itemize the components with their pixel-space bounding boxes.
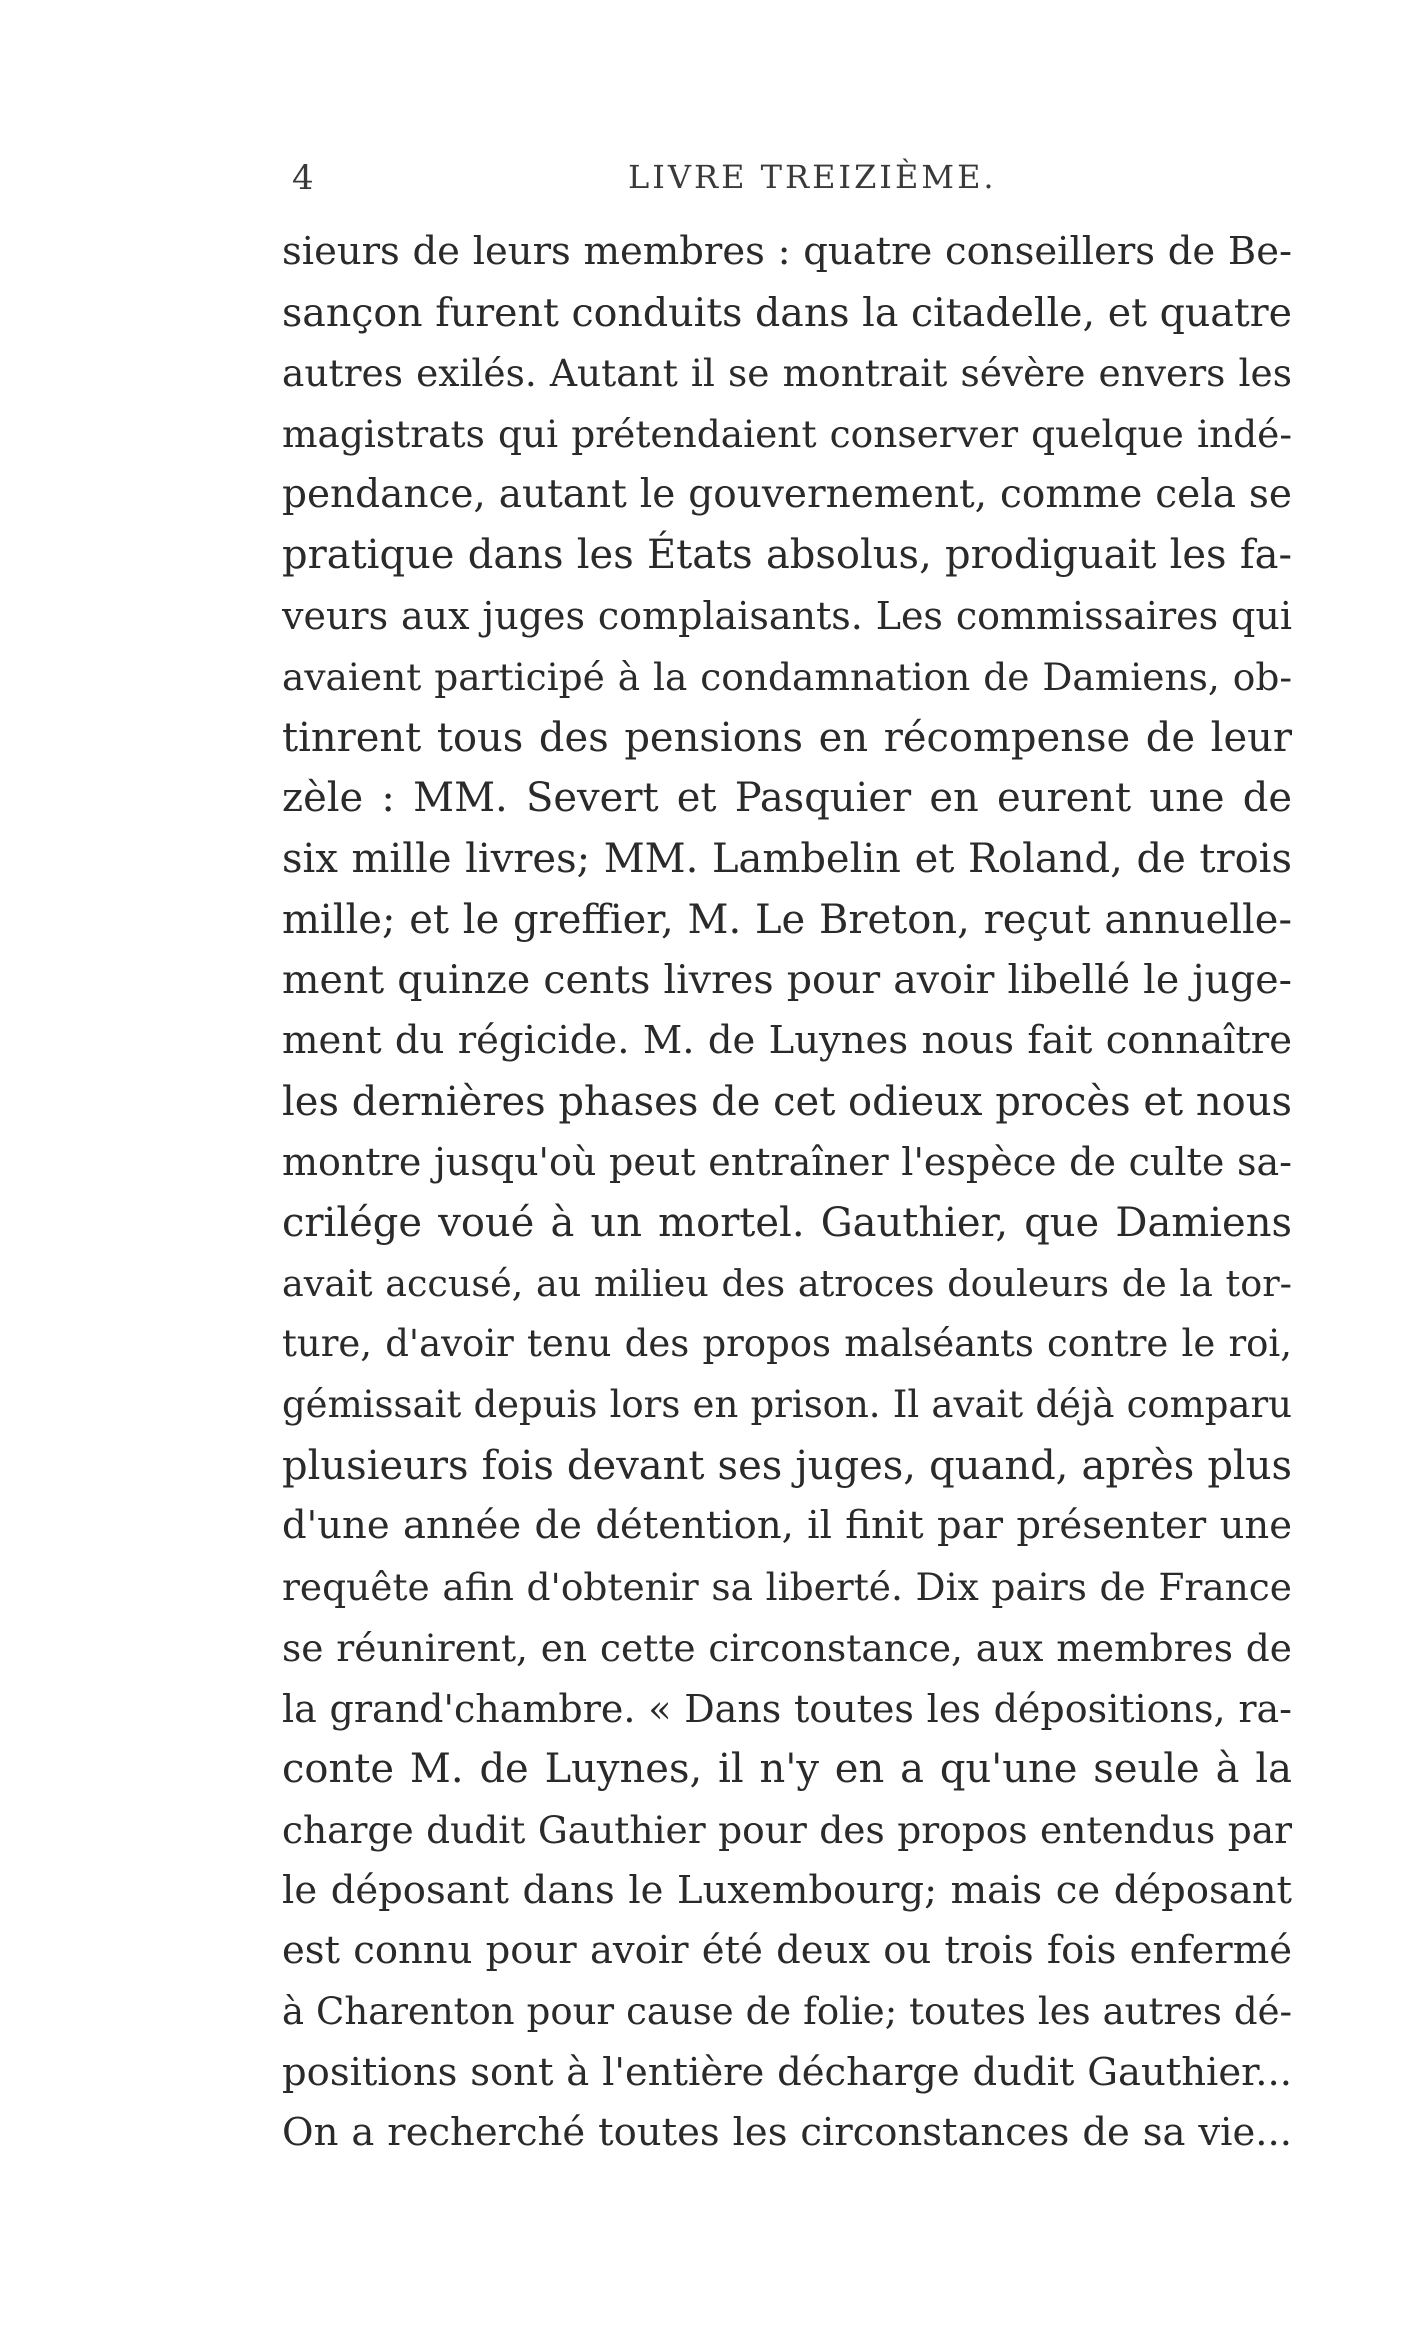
- text-line: à Charenton pour cause de folie; toutes les autres dé-: [282, 1989, 1292, 2033]
- text-line: zèle : MM. Severt et Pasquier en eurent une de: [282, 775, 1292, 822]
- text-line: sieurs de leurs membres : quatre conseillers de Be-: [282, 229, 1292, 274]
- text-line: sançon furent conduits dans la citadelle, et quatre: [282, 289, 1292, 336]
- text-line: la grand'chambre. « Dans toutes les dépositions, ra-: [282, 1686, 1292, 1731]
- text-line: positions sont à l'entière décharge dudit Gauthier...: [282, 2049, 1292, 2095]
- text-line: montre jusqu'où peut entraîner l'espèce de culte sa-: [282, 1140, 1292, 1185]
- text-line: mille; et le greffier, M. Le Breton, reçut annuelle-: [282, 896, 1292, 943]
- text-line: veurs aux juges complaisants. Les commissaires qui: [282, 594, 1292, 639]
- text-line: plusieurs fois devant ses juges, quand, après plus: [282, 1442, 1292, 1489]
- text-line: On a recherché toutes les circonstances de sa vie...: [282, 2110, 1292, 2156]
- text-line: avait accusé, au milieu des atroces douleurs de la tor-: [282, 1261, 1292, 1305]
- text-line: charge dudit Gauthier pour des propos entendus par: [282, 1807, 1292, 1852]
- text-line: autres exilés. Autant il se montrait sévère envers les: [282, 351, 1292, 396]
- body-text: [282, 222, 1292, 2164]
- text-line: le déposant dans le Luxembourg; mais ce déposant: [282, 1867, 1292, 1913]
- page-number: 4: [292, 158, 315, 198]
- text-line: les dernières phases de cet odieux procès et nous: [282, 1078, 1292, 1125]
- text-line: crilége voué à un mortel. Gauthier, que Damiens: [282, 1200, 1292, 1246]
- text-line: magistrats qui prétendaient conserver quelque indé-: [282, 412, 1292, 457]
- text-line: pendance, autant le gouvernement, comme cela se: [282, 471, 1292, 517]
- text-line: six mille livres; MM. Lambelin et Roland, de trois: [282, 835, 1292, 882]
- text-line: tinrent tous des pensions en récompense de leur: [282, 714, 1292, 761]
- text-line: d'une année de détention, il finit par présenter une: [282, 1503, 1292, 1549]
- text-line: est connu pour avoir été deux ou trois fois enfermé: [282, 1928, 1292, 1974]
- text-line: gémissait depuis lors en prison. Il avait déjà comparu: [282, 1383, 1292, 1427]
- text-line: pratique dans les États absolus, prodiguait les fa-: [282, 532, 1292, 579]
- text-line: ment du régicide. M. de Luynes nous fait connaître: [282, 1017, 1292, 1063]
- text-line: ment quinze cents livres pour avoir libellé le juge-: [282, 957, 1292, 1004]
- running-title: LIVRE TREIZIÈME.: [628, 158, 997, 196]
- text-line: conte M. de Luynes, il n'y en a qu'une seule à la: [282, 1746, 1292, 1793]
- text-line: avaient participé à la condamnation de Damiens, ob-: [282, 654, 1292, 699]
- text-line: ture, d'avoir tenu des propos malséants contre le roi,: [282, 1322, 1292, 1366]
- text-line: se réunirent, en cette circonstance, aux membres de: [282, 1625, 1292, 1670]
- running-head: [290, 158, 1290, 198]
- text-line: requête afin d'obtenir sa liberté. Dix pairs de France: [282, 1565, 1292, 1610]
